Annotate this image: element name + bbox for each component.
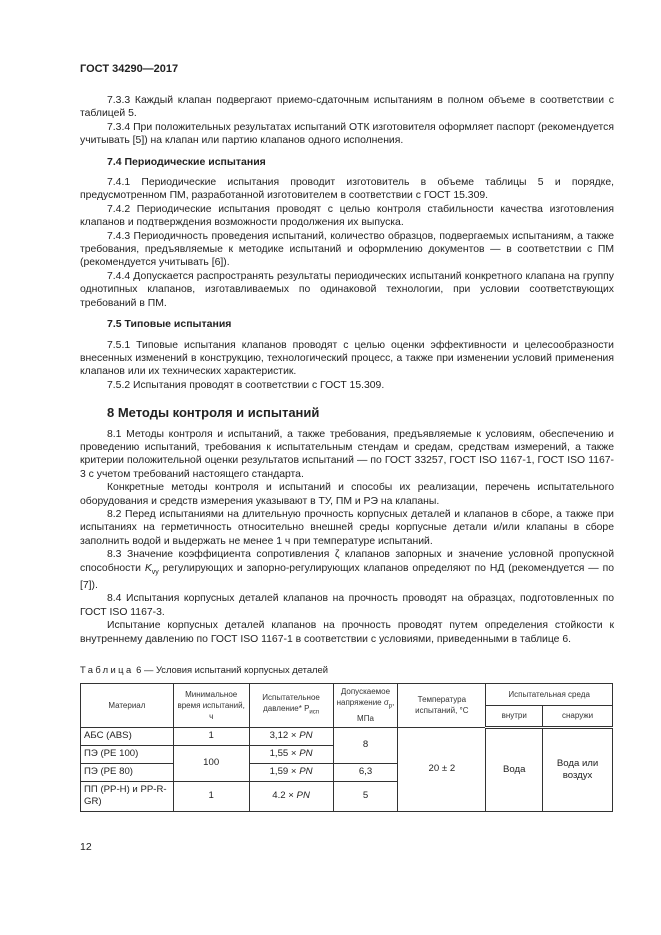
- pn-symbol: PN: [296, 790, 310, 802]
- col-stress: [333, 683, 398, 727]
- col-outside: снаружи: [543, 705, 613, 727]
- cell-stress: 8: [333, 727, 398, 763]
- document-header: ГОСТ 34290—2017: [80, 63, 179, 75]
- paragraph-8-2: 8.2 Перед испытаниями на длительную прочность корпусных деталей и клапанов в сборе, а также при испытаниях на герметичность относительно внешней среды корпусные детали и/или клапаны в сборе заполнить водой и выдержать не менее 1 ч при температуре испытаний.: [80, 508, 614, 547]
- paragraph-7-5-2: 7.5.2 Испытания проводят в соответствии с ГОСТ 15.309.: [107, 379, 385, 391]
- cell-pressure: [249, 727, 333, 745]
- stress-label: Допускаемое напряжение σ: [336, 687, 391, 708]
- cell-time: 1: [173, 727, 249, 745]
- col-inside: внутри: [486, 705, 543, 727]
- paragraph-7-4-4: 7.4.4 Допускается распространять результаты периодических испытаний конкретного клапана на группу однотипных клапанов, изготавливаемых по одинаковой технологии, при условии соответствующих требований в ПМ.: [80, 270, 614, 309]
- cell-material: ПП (PP-H) и PP-R-GR): [81, 781, 174, 811]
- paragraph-8-4-b: Испытание корпусных деталей клапанов на прочность проводят путем определения стойкости к внутреннему давлению по ГОСТ ISO 1167-1 в соответствии с условиями, приведенными в таблице 6.: [80, 620, 614, 645]
- paragraph-8-3: [80, 548, 614, 592]
- cell-stress: 5: [333, 781, 398, 811]
- cell-time: 100: [173, 745, 249, 781]
- caption-word: Таблица: [80, 664, 134, 676]
- pressure-value: 3,12 ×: [269, 730, 297, 742]
- col-time: Минимальное время испытаний, ч: [173, 683, 249, 727]
- paragraph-8-4: 8.4 Испытания корпусных деталей клапанов на прочность проводят на образцах, подготовленных по ГОСТ ISO 1167-3.: [80, 593, 614, 618]
- document-body: [80, 94, 614, 812]
- cell-inside: Вода: [486, 727, 543, 811]
- paragraph-8-1-b: Конкретные методы контроля и испытаний и способы их реализации, перечень испытательного оборудования и средств измерения указывают в ТУ, ПМ и РЭ на клапаны.: [80, 482, 614, 507]
- cell-material: ПЭ (PE 80): [81, 763, 174, 781]
- pn-symbol: PN: [299, 766, 313, 778]
- col-material: Материал: [81, 683, 174, 727]
- pressure-sub: исп: [309, 709, 320, 716]
- table-row: [81, 727, 613, 745]
- cell-time: 1: [173, 781, 249, 811]
- pn-symbol: PN: [299, 748, 313, 760]
- caption-text: 6 — Условия испытаний корпусных деталей: [136, 664, 328, 676]
- pn-symbol: PN: [299, 730, 313, 742]
- pressure-value: 1,55 ×: [269, 748, 297, 760]
- p83-text-b: регулирующих и запорно-регулирующих клапанов определяют по НД (рекомендуется — по [7]).: [80, 562, 614, 592]
- col-temp: Температура испытаний, °С: [398, 683, 486, 727]
- p83-text-a: 8.3 Значение коэффициента сопротивления ζ клапанов запорных и значение условной пропускной способности: [80, 549, 614, 574]
- cell-stress: 6,3: [333, 763, 398, 781]
- paragraph-7-4-2: 7.4.2 Периодические испытания проводят с целью контроля стабильности качества изготовления клапанов и подтверждения возможности продолжения их выпуска.: [80, 203, 614, 229]
- paragraph-7-3-4: 7.3.4 При положительных результатах испытаний ОТК изготовителя оформляет паспорт (рекомендуется учитывать [5]) на клапан или партию клапанов одного исполнения.: [80, 121, 614, 147]
- paragraph-7-5-1: 7.5.1 Типовые испытания клапанов проводят с целью оценки эффективности и целесообразности внесенных изменений в конструкцию, технологический процесс, а также при изменении условий применения клапанов или их технических характеристик.: [80, 339, 614, 378]
- stress-unit: , МПа: [357, 698, 395, 723]
- pressure-value: 4.2 ×: [272, 790, 294, 802]
- heading-7-5: 7.5 Типовые испытания: [107, 318, 232, 331]
- cell-material: ПЭ (PE 100): [81, 745, 174, 763]
- page-number: 12: [80, 841, 92, 853]
- test-conditions-table: [80, 683, 613, 812]
- kvy-symbol: K: [144, 562, 152, 574]
- paragraph-7-4-3: 7.4.3 Периодичность проведения испытаний, количество образцов, подвергаемых испытаниям, а также требования, предъявляемые к методике испытаний и оформлению документов — в соответствии с ПМ (рекомендуется учитывать [6]).: [80, 230, 614, 269]
- kvy-subscript: vy: [151, 568, 159, 576]
- cell-outside: Вода или воздух: [543, 727, 613, 811]
- heading-8: 8 Методы контроля и испытаний: [107, 405, 320, 421]
- cell-material: АБС (ABS): [81, 727, 174, 745]
- pressure-value: 1,59 ×: [269, 766, 297, 778]
- heading-7-4: 7.4 Периодические испытания: [107, 155, 266, 168]
- cell-temp: 20 ± 2: [398, 727, 486, 811]
- paragraph-7-3-3: 7.3.3 Каждый клапан подвергают приемо-сдаточным испытаниям в полном объеме в соответствии с таблицей 5.: [80, 95, 614, 120]
- stress-sub: p: [388, 703, 393, 710]
- table-caption: [80, 663, 614, 676]
- cell-pressure: [249, 763, 333, 781]
- col-pressure: [249, 683, 333, 727]
- paragraph-8-1: 8.1 Методы контроля и испытаний, а также требования, предъявляемые к условиям, обеспечению и проведению испытаний, требования к испытательным стендам и средам, средствам измерений, а также критерии положительной оценки результатов испытаний — по ГОСТ 33257, ГОСТ ISO 1167-1, ГОСТ ISO 1167-3 с учетом требований настоящего стандарта.: [80, 428, 614, 480]
- cell-pressure: [249, 745, 333, 763]
- cell-pressure: [249, 781, 333, 811]
- paragraph-7-4-1: 7.4.1 Периодические испытания проводит изготовитель в объеме таблицы 5 и порядке, предусмотренном ПМ, разработанной изготовителем в соответствии с ГОСТ 15.309.: [80, 177, 614, 202]
- pressure-label: Испытательное давление* P: [262, 692, 320, 713]
- col-medium: Испытательная среда: [486, 683, 613, 705]
